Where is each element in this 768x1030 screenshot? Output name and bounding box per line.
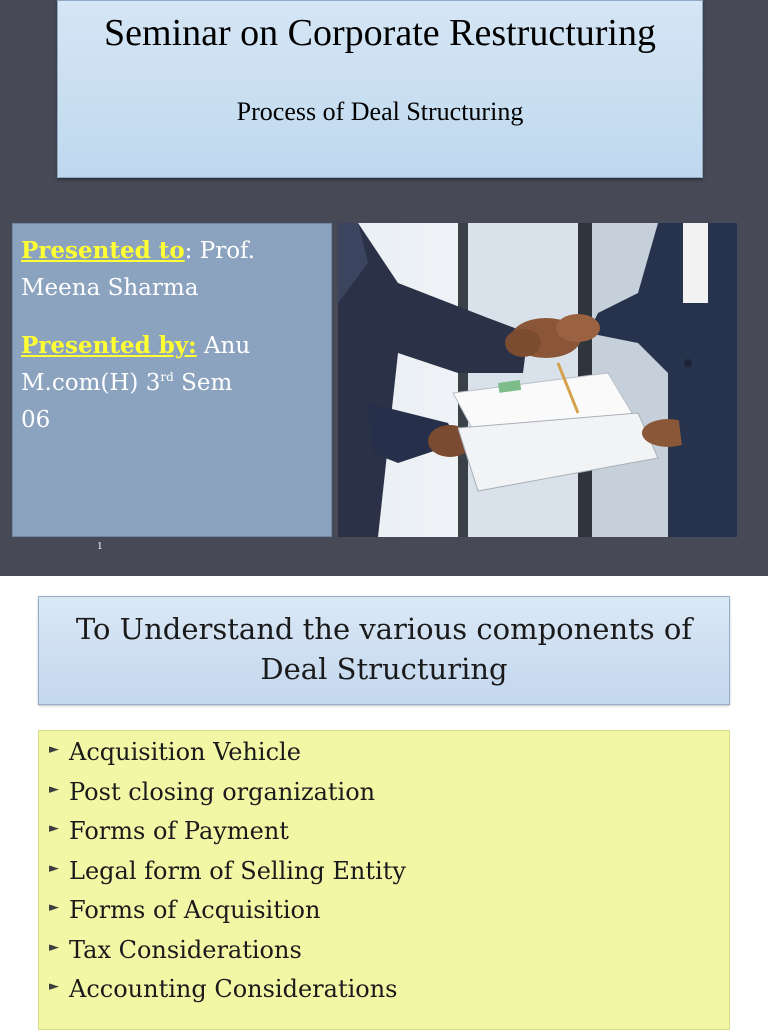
bullet-text: Tax Considerations	[69, 935, 302, 964]
presented-by-label: Presented by:	[21, 332, 197, 359]
bullet-box	[38, 730, 730, 1030]
triangle-right-icon: ►	[49, 900, 59, 915]
handshake-photo	[338, 223, 737, 537]
slide-subtitle: Process of Deal Structuring	[236, 97, 524, 126]
presented-to-label: Presented to	[21, 237, 185, 264]
bullet-text: Forms of Acquisition	[69, 896, 321, 924]
presented-to-separator: :	[184, 238, 193, 264]
course-suffix: Sem	[173, 370, 233, 396]
presented-to-line	[21, 232, 323, 270]
slide-heading: To Understand the various components of Deal Structuring	[38, 596, 730, 705]
course-ordinal: rd	[160, 370, 174, 384]
page-number: 1	[97, 540, 103, 552]
triangle-right-icon: ►	[49, 781, 59, 797]
bullet-text: Accounting Considerations	[69, 975, 398, 1003]
presenter-info-box	[12, 223, 332, 537]
bullet-text: Legal form of Selling Entity	[69, 856, 406, 885]
triangle-right-icon: ►	[49, 821, 59, 836]
list-item	[49, 773, 406, 813]
course-prefix: M.com(H) 3	[21, 370, 161, 396]
content-slide	[0, 576, 768, 1024]
triangle-right-icon: ►	[49, 979, 59, 994]
list-item	[49, 891, 406, 931]
presented-to-name: Meena Sharma	[21, 275, 199, 301]
list-item	[49, 931, 406, 971]
presented-by-name: Anu	[196, 333, 251, 359]
title-box	[57, 0, 703, 178]
list-item	[49, 812, 406, 852]
bullet-text: Post closing organization	[69, 777, 376, 806]
list-item	[49, 970, 406, 1010]
bullet-text: Forms of Payment	[69, 817, 289, 845]
presented-by-line	[21, 327, 323, 365]
bullet-text: Acquisition Vehicle	[69, 738, 301, 766]
triangle-right-icon: ►	[49, 860, 59, 876]
slide-title: Seminar on Corporate Restructuring	[104, 12, 656, 54]
roll-number: 06	[21, 407, 51, 433]
bullet-list	[49, 733, 406, 1010]
list-item	[49, 733, 406, 773]
triangle-right-icon: ►	[49, 742, 59, 757]
presented-to-title: Prof.	[192, 238, 256, 264]
list-item	[49, 852, 406, 892]
course-line	[21, 365, 323, 402]
triangle-right-icon: ►	[49, 939, 59, 955]
